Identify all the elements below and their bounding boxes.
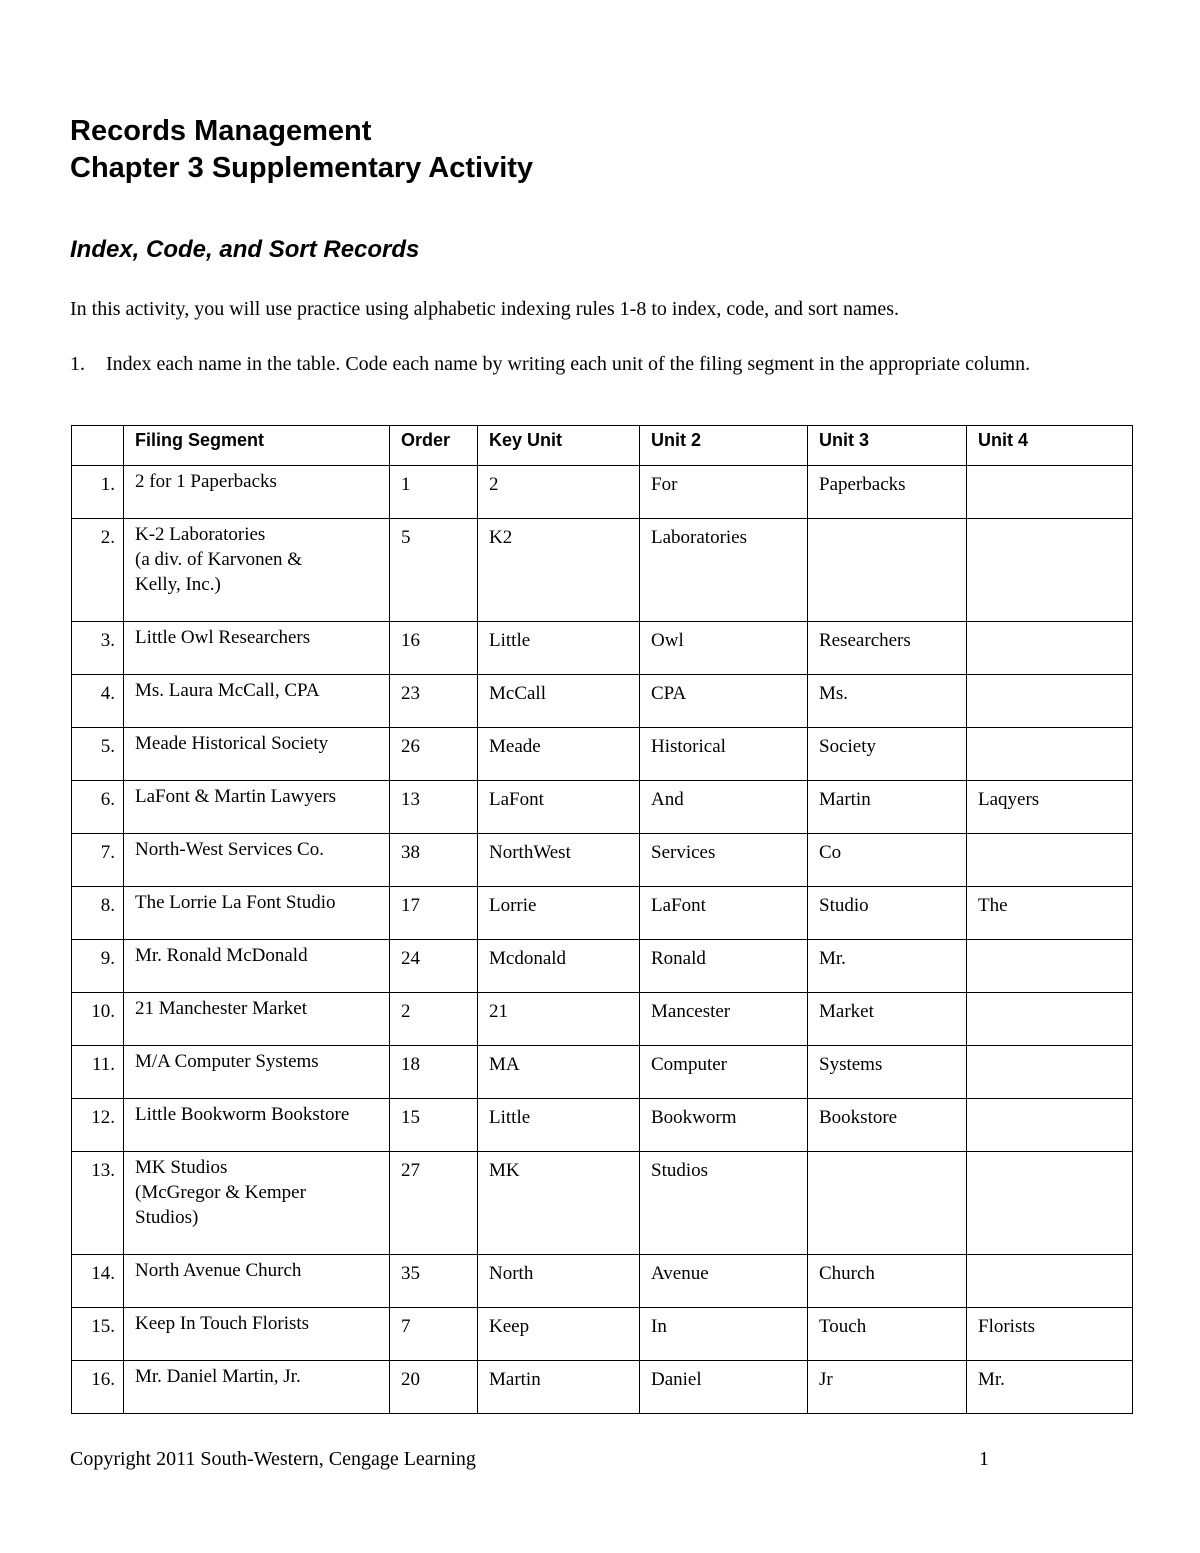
instruction-item — [70, 351, 1130, 377]
table-row — [72, 940, 1133, 993]
filing-segment-line: LaFont & Martin Lawyers — [135, 786, 337, 807]
order-cell: 15 — [390, 1099, 478, 1152]
row-number-cell: 10. — [72, 993, 124, 1046]
table-row — [72, 993, 1133, 1046]
table-header-row — [72, 426, 1133, 466]
table-row — [72, 519, 1133, 622]
row-number-cell: 14. — [72, 1255, 124, 1308]
table-row — [72, 622, 1133, 675]
page-title — [70, 113, 533, 187]
filing-segment-cell — [124, 1099, 390, 1152]
page-number: 1 — [979, 1448, 989, 1470]
filing-segment-line: K-2 Laboratories — [135, 524, 266, 545]
unit-2-cell: Services — [640, 834, 808, 887]
copyright-text: Copyright 2011 South-Western, Cengage Learning — [70, 1448, 476, 1470]
row-number-cell: 12. — [72, 1099, 124, 1152]
unit-2-cell: For — [640, 466, 808, 519]
unit-3-cell: Ms. — [808, 675, 967, 728]
order-cell: 1 — [390, 466, 478, 519]
row-number-cell: 9. — [72, 940, 124, 993]
filing-segment-line: (McGregor & Kemper — [135, 1182, 306, 1203]
filing-segment-line: Studios) — [135, 1207, 199, 1228]
key-unit-cell: Martin — [478, 1361, 640, 1414]
table-row — [72, 728, 1133, 781]
filing-segment-cell — [124, 781, 390, 834]
order-cell: 27 — [390, 1152, 478, 1255]
key-unit-cell: LaFont — [478, 781, 640, 834]
unit-2-cell: Bookworm — [640, 1099, 808, 1152]
filing-segment-cell — [124, 728, 390, 781]
order-cell: 2 — [390, 993, 478, 1046]
unit-3-cell: Bookstore — [808, 1099, 967, 1152]
unit-4-cell — [967, 993, 1133, 1046]
unit-4-cell — [967, 1255, 1133, 1308]
unit-4-cell: Mr. — [967, 1361, 1133, 1414]
filing-segment-line: North-West Services Co. — [135, 839, 324, 860]
filing-segment-line: MK Studios — [135, 1157, 228, 1178]
table-row — [72, 834, 1133, 887]
unit-2-cell: Avenue — [640, 1255, 808, 1308]
unit-4-cell — [967, 940, 1133, 993]
unit-3-cell: Market — [808, 993, 967, 1046]
unit-2-cell: LaFont — [640, 887, 808, 940]
unit-4-cell — [967, 1099, 1133, 1152]
column-header-order: Order — [390, 426, 478, 466]
filing-segment-line: Ms. Laura McCall, CPA — [135, 680, 320, 701]
instruction-number: 1. — [70, 353, 85, 375]
intro-paragraph: In this activity, you will use practice using alphabetic indexing rules 1-8 to index, code, and sort names. — [70, 298, 900, 320]
unit-4-cell — [967, 622, 1133, 675]
key-unit-cell: Little — [478, 622, 640, 675]
row-number-cell: 8. — [72, 887, 124, 940]
column-header-unit-3: Unit 3 — [808, 426, 967, 466]
filing-segment-line: Meade Historical Society — [135, 733, 329, 754]
filing-segment-cell — [124, 993, 390, 1046]
key-unit-cell: Little — [478, 1099, 640, 1152]
table-row — [72, 1361, 1133, 1414]
table-row — [72, 1046, 1133, 1099]
unit-4-cell: Laqyers — [967, 781, 1133, 834]
table-row — [72, 887, 1133, 940]
table-row — [72, 1308, 1133, 1361]
column-header-number — [72, 426, 124, 466]
filing-segment-line: 21 Manchester Market — [135, 998, 307, 1019]
row-number-cell: 6. — [72, 781, 124, 834]
key-unit-cell: McCall — [478, 675, 640, 728]
instruction-text: Index each name in the table. Code each name by writing each unit of the filing segment in the appropriate column. — [106, 353, 1031, 375]
table-row — [72, 781, 1133, 834]
filing-segment-cell — [124, 1255, 390, 1308]
order-cell: 17 — [390, 887, 478, 940]
table-body — [72, 466, 1133, 1414]
order-cell: 7 — [390, 1308, 478, 1361]
key-unit-cell: North — [478, 1255, 640, 1308]
unit-3-cell: Martin — [808, 781, 967, 834]
unit-2-cell: Owl — [640, 622, 808, 675]
order-cell: 24 — [390, 940, 478, 993]
row-number-cell: 11. — [72, 1046, 124, 1099]
title-line-1: Records Management — [70, 115, 372, 147]
filing-segment-cell — [124, 887, 390, 940]
filing-segment-line: 2 for 1 Paperbacks — [135, 471, 277, 492]
filing-segment-cell — [124, 834, 390, 887]
filing-segment-line: Mr. Ronald McDonald — [135, 945, 308, 966]
unit-3-cell: Jr — [808, 1361, 967, 1414]
key-unit-cell: Mcdonald — [478, 940, 640, 993]
table-row — [72, 1255, 1133, 1308]
order-cell: 13 — [390, 781, 478, 834]
unit-4-cell: The — [967, 887, 1133, 940]
unit-3-cell: Researchers — [808, 622, 967, 675]
key-unit-cell: Keep — [478, 1308, 640, 1361]
unit-3-cell: Church — [808, 1255, 967, 1308]
unit-4-cell — [967, 1046, 1133, 1099]
order-cell: 16 — [390, 622, 478, 675]
order-cell: 26 — [390, 728, 478, 781]
key-unit-cell: 21 — [478, 993, 640, 1046]
unit-2-cell: Ronald — [640, 940, 808, 993]
unit-4-cell — [967, 1152, 1133, 1255]
unit-3-cell: Paperbacks — [808, 466, 967, 519]
unit-3-cell: Society — [808, 728, 967, 781]
row-number-cell: 7. — [72, 834, 124, 887]
column-header-filing-segment: Filing Segment — [124, 426, 390, 466]
filing-segment-line: North Avenue Church — [135, 1260, 302, 1281]
key-unit-cell: MK — [478, 1152, 640, 1255]
unit-4-cell — [967, 675, 1133, 728]
unit-3-cell: Mr. — [808, 940, 967, 993]
unit-3-cell — [808, 1152, 967, 1255]
table-row — [72, 675, 1133, 728]
table-row — [72, 1152, 1133, 1255]
column-header-unit-2: Unit 2 — [640, 426, 808, 466]
filing-segment-cell — [124, 519, 390, 622]
column-header-unit-4: Unit 4 — [967, 426, 1133, 466]
filing-segment-line: M/A Computer Systems — [135, 1051, 319, 1072]
unit-2-cell: Computer — [640, 1046, 808, 1099]
title-line-2: Chapter 3 Supplementary Activity — [70, 152, 534, 184]
unit-4-cell — [967, 728, 1133, 781]
filing-segment-line: Little Bookworm Bookstore — [135, 1104, 350, 1125]
filing-segment-cell — [124, 1152, 390, 1255]
unit-4-cell — [967, 466, 1133, 519]
row-number-cell: 5. — [72, 728, 124, 781]
section-subtitle: Index, Code, and Sort Records — [70, 236, 420, 263]
row-number-cell: 1. — [72, 466, 124, 519]
unit-2-cell: Historical — [640, 728, 808, 781]
unit-2-cell: Daniel — [640, 1361, 808, 1414]
row-number-cell: 16. — [72, 1361, 124, 1414]
page-footer — [70, 1446, 1132, 1472]
filing-segment-line: (a div. of Karvonen & — [135, 549, 303, 570]
table-row — [72, 1099, 1133, 1152]
key-unit-cell: NorthWest — [478, 834, 640, 887]
unit-3-cell: Co — [808, 834, 967, 887]
order-cell: 20 — [390, 1361, 478, 1414]
order-cell: 38 — [390, 834, 478, 887]
unit-4-cell — [967, 834, 1133, 887]
filing-table — [71, 425, 1133, 1414]
unit-2-cell: Studios — [640, 1152, 808, 1255]
order-cell: 5 — [390, 519, 478, 622]
row-number-cell: 13. — [72, 1152, 124, 1255]
row-number-cell: 15. — [72, 1308, 124, 1361]
filing-segment-cell — [124, 675, 390, 728]
unit-4-cell — [967, 519, 1133, 622]
filing-segment-cell — [124, 940, 390, 993]
filing-segment-line: Little Owl Researchers — [135, 627, 311, 648]
unit-3-cell: Touch — [808, 1308, 967, 1361]
unit-4-cell: Florists — [967, 1308, 1133, 1361]
filing-segment-cell — [124, 466, 390, 519]
unit-3-cell: Studio — [808, 887, 967, 940]
table-row — [72, 466, 1133, 519]
unit-3-cell — [808, 519, 967, 622]
key-unit-cell: Lorrie — [478, 887, 640, 940]
key-unit-cell: K2 — [478, 519, 640, 622]
filing-segment-line: Kelly, Inc.) — [135, 574, 221, 595]
row-number-cell: 3. — [72, 622, 124, 675]
filing-segment-cell — [124, 1046, 390, 1099]
unit-2-cell: In — [640, 1308, 808, 1361]
unit-2-cell: CPA — [640, 675, 808, 728]
filing-segment-line: Keep In Touch Florists — [135, 1313, 310, 1334]
unit-3-cell: Systems — [808, 1046, 967, 1099]
key-unit-cell: MA — [478, 1046, 640, 1099]
filing-segment-cell — [124, 1308, 390, 1361]
unit-2-cell: Mancester — [640, 993, 808, 1046]
filing-segment-cell — [124, 1361, 390, 1414]
filing-segment-cell — [124, 622, 390, 675]
order-cell: 35 — [390, 1255, 478, 1308]
row-number-cell: 4. — [72, 675, 124, 728]
key-unit-cell: Meade — [478, 728, 640, 781]
unit-2-cell: And — [640, 781, 808, 834]
row-number-cell: 2. — [72, 519, 124, 622]
filing-segment-line: Mr. Daniel Martin, Jr. — [135, 1366, 301, 1387]
order-cell: 18 — [390, 1046, 478, 1099]
key-unit-cell: 2 — [478, 466, 640, 519]
unit-2-cell: Laboratories — [640, 519, 808, 622]
filing-segment-line: The Lorrie La Font Studio — [135, 892, 336, 913]
column-header-key-unit: Key Unit — [478, 426, 640, 466]
order-cell: 23 — [390, 675, 478, 728]
